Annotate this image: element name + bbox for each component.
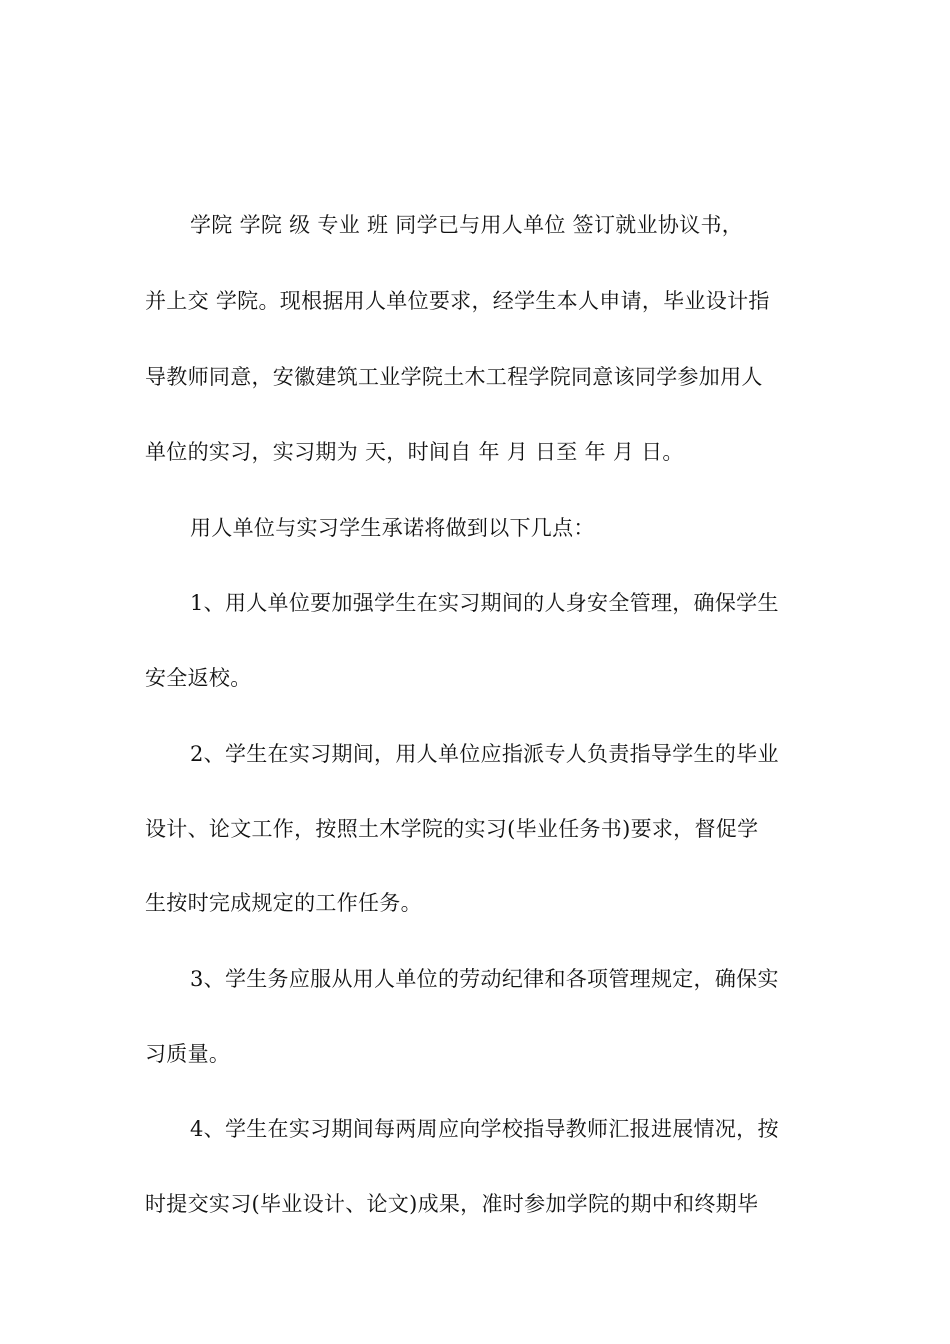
item-3-line-1: 3、学生务应服从用人单位的劳动纪律和各项管理规定，确保实 xyxy=(190,967,779,991)
commitment-intro: 用人单位与实习学生承诺将做到以下几点： xyxy=(190,516,595,540)
paragraph-1-line-3: 导教师同意，安徽建筑工业学院土木工程学院同意该同学参加用人 xyxy=(145,365,763,389)
item-1-line-2: 安全返校。 xyxy=(145,666,252,690)
item-2-line-3: 生按时完成规定的工作任务。 xyxy=(145,891,422,915)
paragraph-1-line-2: 并上交 学院。现根据用人单位要求，经学生本人申请，毕业设计指 xyxy=(145,289,770,313)
item-3-line-2: 习质量。 xyxy=(145,1042,231,1066)
paragraph-1-line-4: 单位的实习，实习期为 天，时间自 年 月 日至 年 月 日。 xyxy=(145,440,684,464)
item-2-line-2: 设计、论文工作，按照土木学院的实习(毕业任务书)要求，督促学 xyxy=(145,817,759,841)
item-4-line-1: 4、学生在实习期间每两周应向学校指导教师汇报进展情况，按 xyxy=(190,1117,779,1141)
item-2-line-1: 2、学生在实习期间，用人单位应指派专人负责指导学生的毕业 xyxy=(190,742,779,766)
item-1-line-1: 1、用人单位要加强学生在实习期间的人身安全管理，确保学生 xyxy=(190,591,779,615)
item-4-line-2: 时提交实习(毕业设计、论文)成果，准时参加学院的期中和终期毕 xyxy=(145,1192,759,1216)
paragraph-1-line-1: 学院 学院 级 专业 班 同学已与用人单位 签订就业协议书， xyxy=(190,213,744,237)
